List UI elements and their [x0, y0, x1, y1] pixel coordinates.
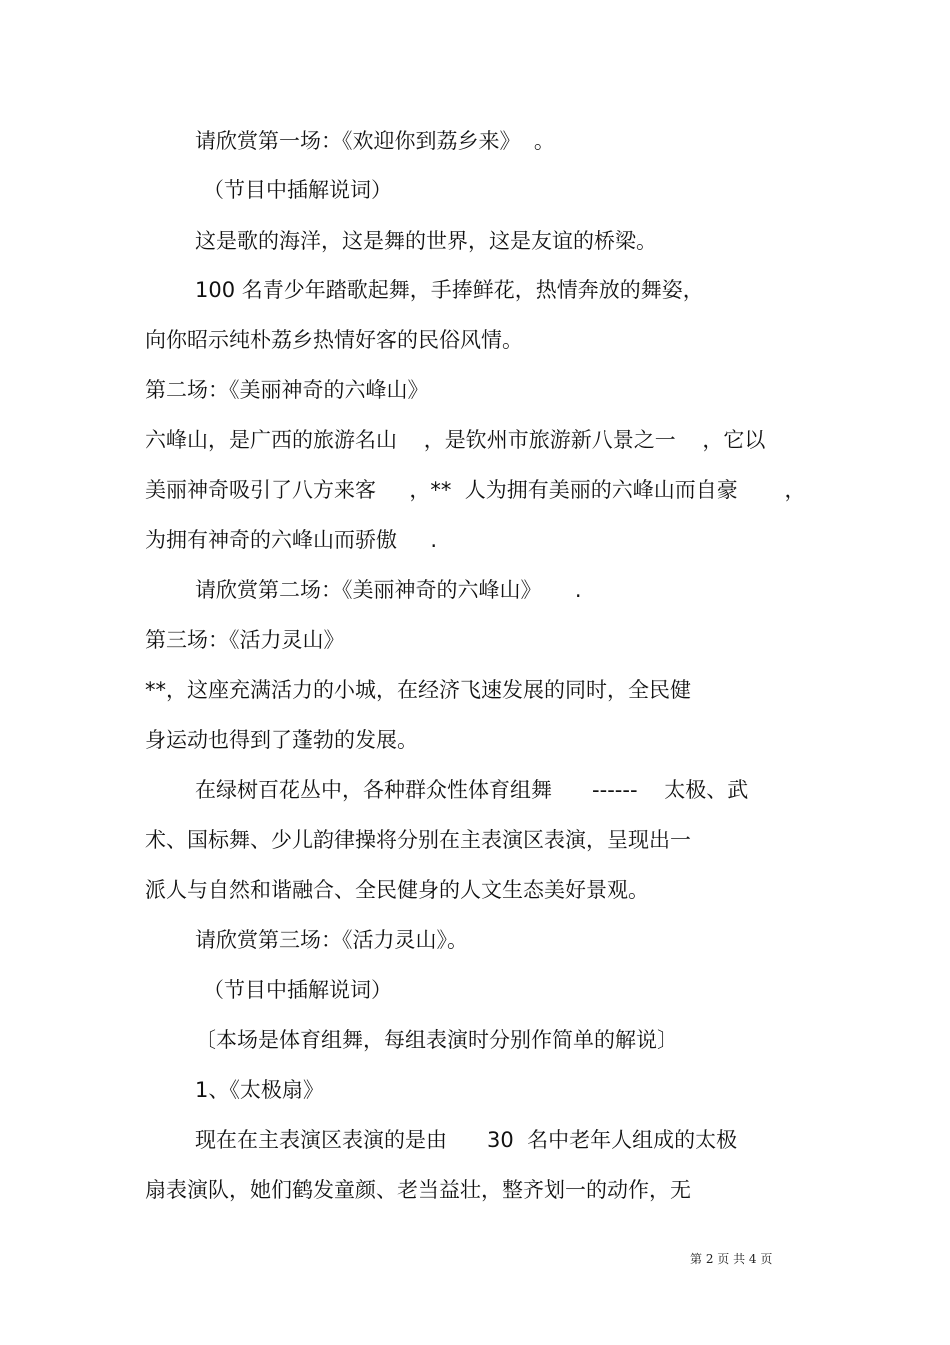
section-heading: 第三场：《活力灵山》: [145, 628, 345, 652]
text-line: （节目中插解说词）: [203, 178, 392, 202]
text-line: 六峰山，是广西的旅游名山 ，是钦州市旅游新八景之一 ，它以: [145, 428, 766, 452]
text-line: 向你昭示纯朴荔乡热情好客的民俗风情。: [145, 328, 523, 352]
text-line: 为拥有神奇的六峰山而骄傲 .: [145, 528, 438, 552]
text-line: 身运动也得到了蓬勃的发展。: [145, 728, 418, 752]
text-line: 请欣赏第二场：《美丽神奇的六峰山》 .: [195, 578, 582, 602]
text-line: 请欣赏第一场：《欢迎你到荔乡来》 。: [195, 129, 555, 153]
text-line: 请欣赏第三场：《活力灵山》。: [195, 928, 468, 952]
page-footer: 第 2 页 共 4 页: [690, 1252, 773, 1266]
text-line: 派人与自然和谐融合、全民健身的人文生态美好景观。: [145, 878, 649, 902]
text-line: （节目中插解说词）: [203, 978, 392, 1002]
text-line: 〔本场是体育组舞，每组表演时分别作简单的解说〕: [195, 1028, 678, 1052]
text-line: **，这座充满活力的小城，在经济飞速发展的同时，全民健: [145, 678, 691, 702]
text-line: 现在在主表演区表演的是由 30 名中老年人组成的太极: [195, 1128, 738, 1152]
text-line: 美丽神奇吸引了八方来客 ，** 人为拥有美丽的六峰山而自豪 ，: [145, 478, 806, 502]
text-line: 术、国标舞、少儿韵律操将分别在主表演区表演，呈现出一: [145, 828, 691, 852]
text-line: 在绿树百花丛中，各种群众性体育组舞 ------ 太极、武: [195, 778, 749, 802]
list-item-heading: 1、《太极扇》: [195, 1078, 324, 1102]
text-line: 这是歌的海洋，这是舞的世界，这是友谊的桥梁。: [195, 229, 657, 253]
text-line: 100 名青少年踏歌起舞，手捧鲜花，热情奔放的舞姿，: [195, 278, 704, 302]
section-heading: 第二场：《美丽神奇的六峰山》: [145, 378, 429, 402]
text-line: 扇表演队，她们鹤发童颜、老当益壮，整齐划一的动作，无: [145, 1178, 691, 1202]
